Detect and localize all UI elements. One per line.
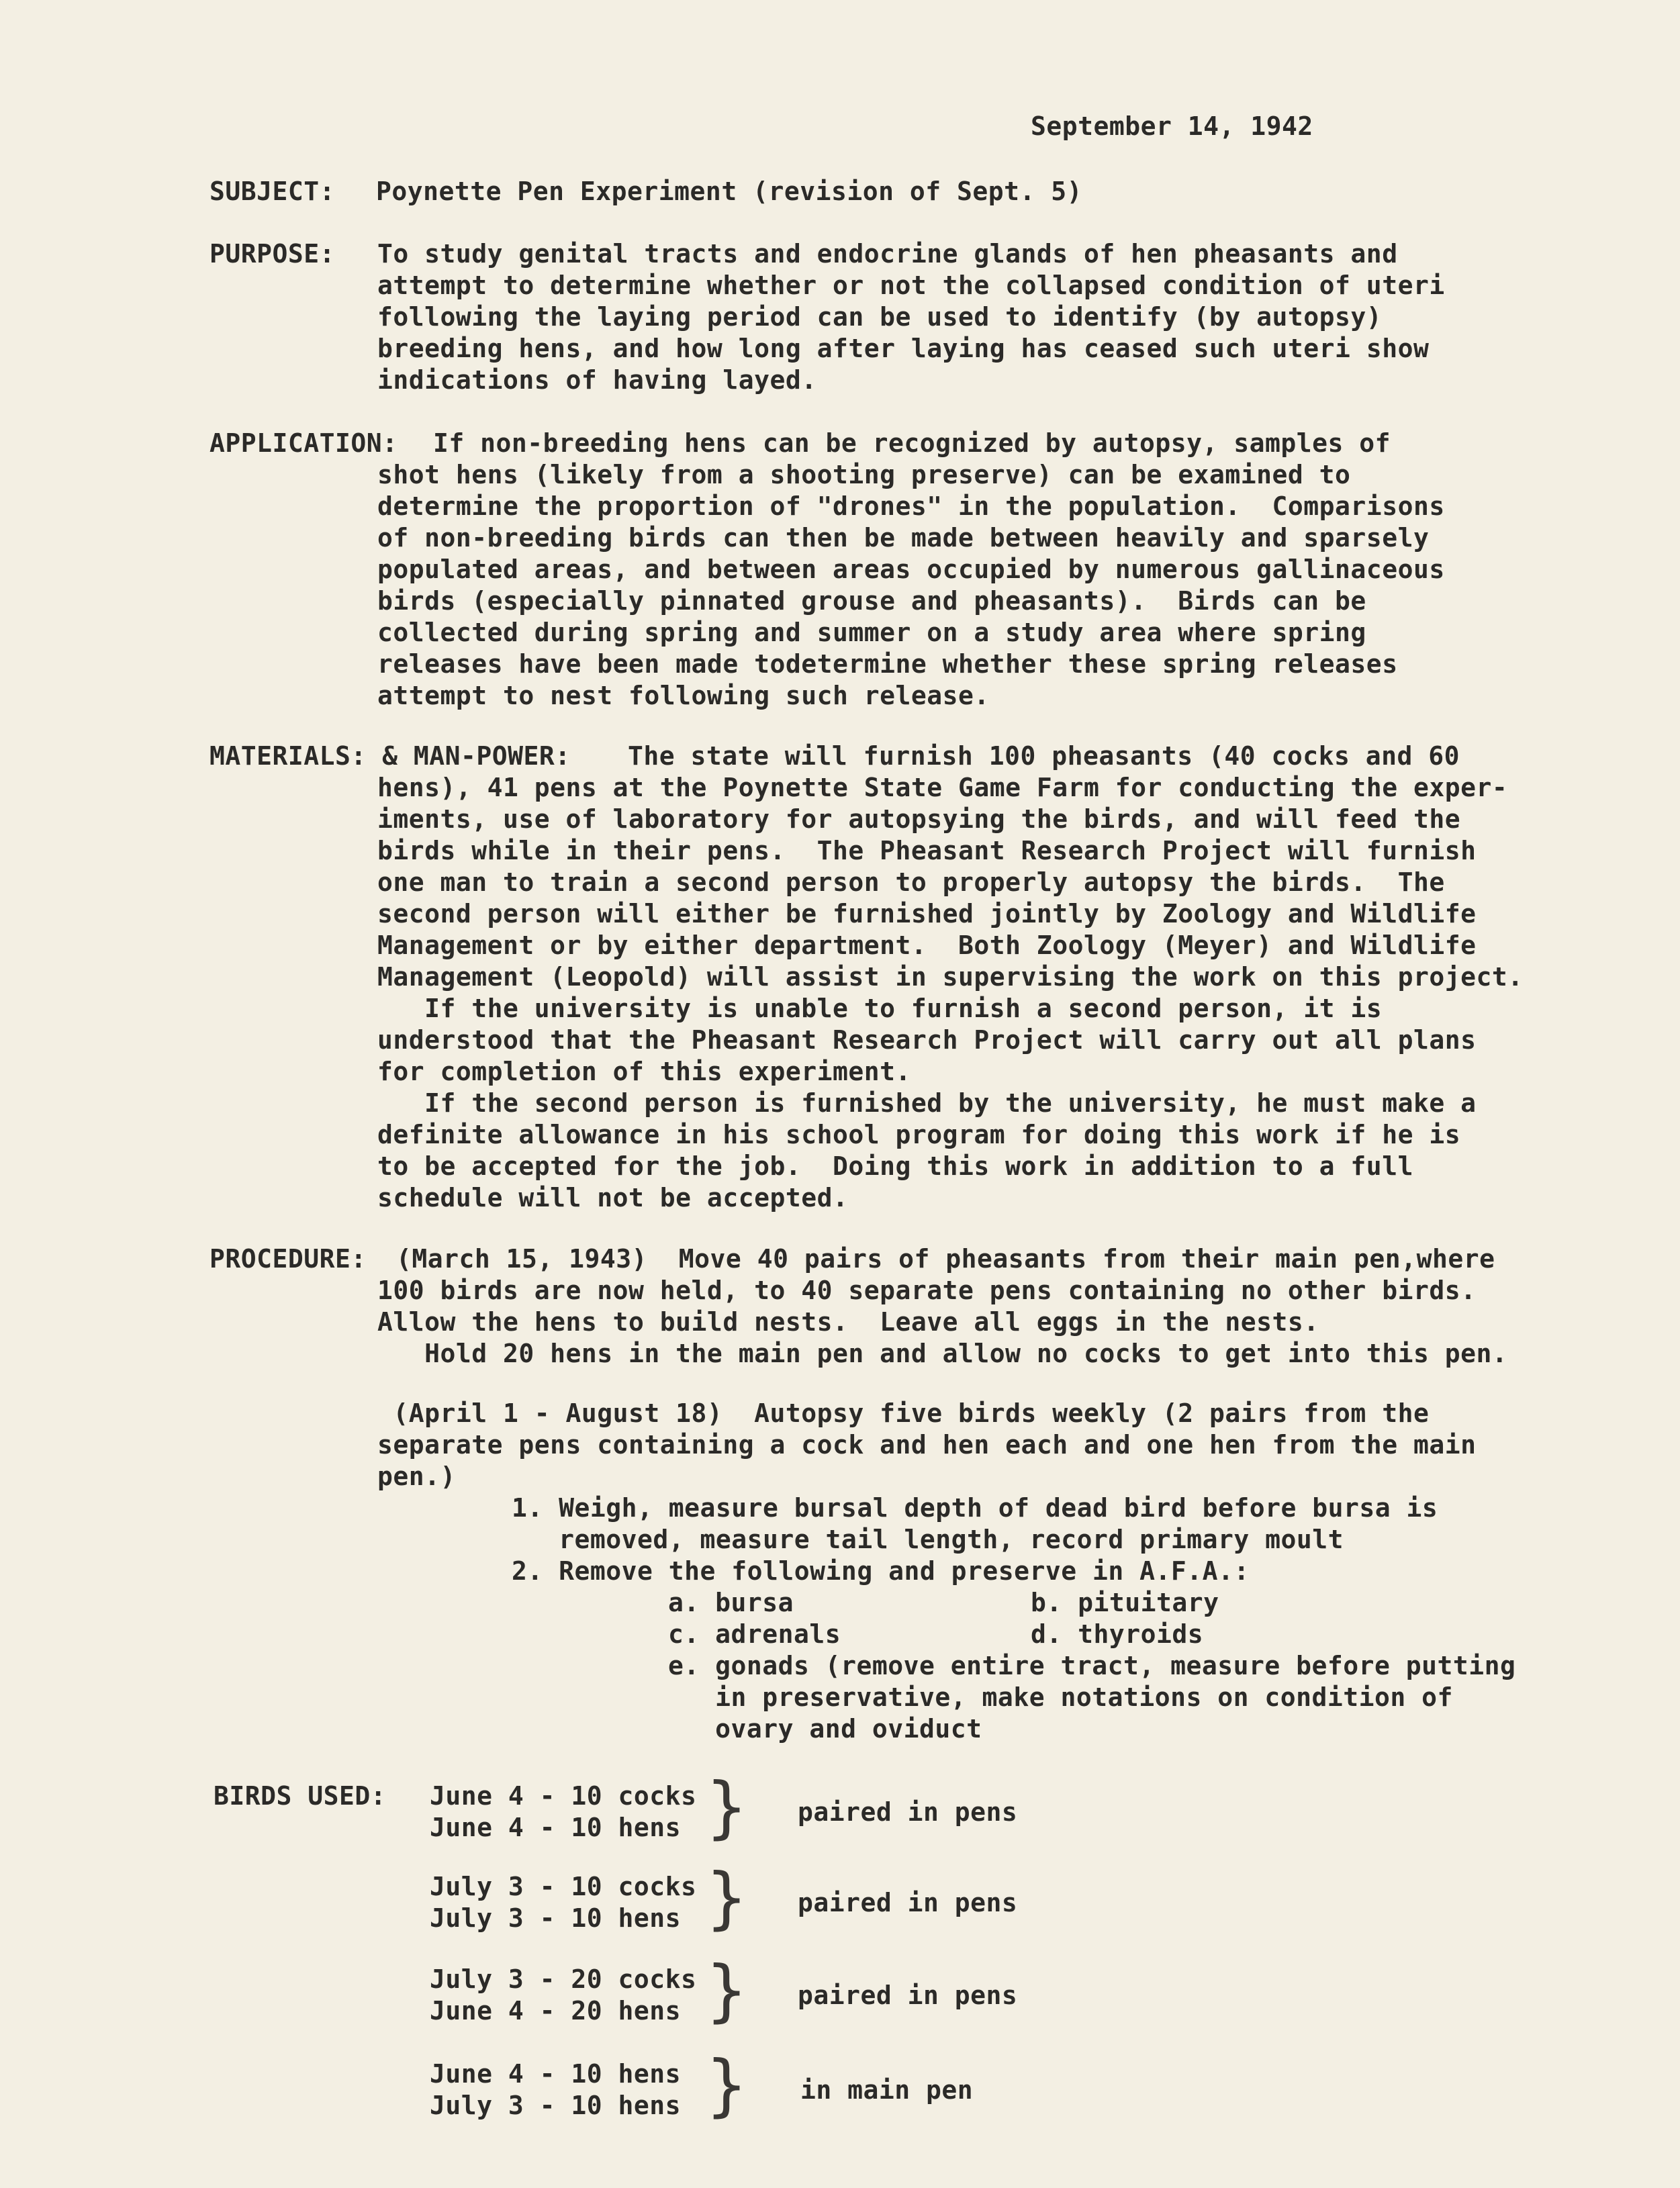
materials-label: MATERIALS: & MAN-POWER:: [209, 741, 571, 771]
application-line: releases have been made todetermine whether these spring releases: [377, 649, 1398, 679]
purpose-line: indications of having layed.: [377, 365, 817, 395]
sub-item-d: d. thyroids: [1031, 1619, 1204, 1649]
birds-group-line: June 4 - 10 cocks: [430, 1781, 697, 1811]
application-label: APPLICATION:: [209, 428, 398, 458]
procedure-para2-line: (April 1 - August 18) Autopsy five birds weekly (2 pairs from the: [377, 1398, 1430, 1428]
brace-mark: }: [706, 1858, 747, 1937]
brace-mark: }: [706, 2046, 747, 2124]
materials-line: second person will either be furnished jointly by Zoology and Wildlife: [377, 899, 1477, 929]
birds-group-line: July 3 - 10 hens: [430, 2091, 682, 2120]
materials-line: definite allowance in his school program for doing this work if he is: [377, 1120, 1461, 1149]
purpose-line: following the laying period can be used to identify (by autopsy): [377, 302, 1383, 332]
brace-mark: }: [706, 1951, 747, 2030]
application-line: populated areas, and between areas occupied by numerous gallinaceous: [377, 555, 1445, 584]
birds-group-line: June 4 - 10 hens: [430, 1813, 682, 1842]
subject-label: SUBJECT:: [209, 177, 336, 206]
birds-group-note: paired in pens: [798, 1797, 1018, 1827]
birds-group-note: paired in pens: [798, 1981, 1018, 2010]
materials-line: Management (Leopold) will assist in supervising the work on this project.: [377, 962, 1524, 992]
birds-group-line: June 4 - 10 hens: [430, 2059, 682, 2089]
birds-group-line: July 3 - 20 cocks: [430, 1964, 697, 1994]
application-line: If non-breeding hens can be recognized by autopsy, samples of: [433, 428, 1391, 458]
procedure-line: Allow the hens to build nests. Leave all eggs in the nests.: [377, 1307, 1319, 1337]
sub-item-e: e. gonads (remove entire tract, measure before putting: [668, 1651, 1516, 1680]
birds-group-note: paired in pens: [798, 1888, 1018, 1917]
procedure-step: 2. Remove the following and preserve in A.F.A.:: [512, 1556, 1250, 1586]
application-line: birds (especially pinnated grouse and pheasants). Birds can be: [377, 586, 1366, 616]
sub-item-b: b. pituitary: [1031, 1588, 1219, 1617]
materials-line: hens), 41 pens at the Poynette State Game Farm for conducting the exper-: [377, 773, 1508, 802]
sub-item-a: a. bursa: [668, 1588, 794, 1617]
purpose-line: breeding hens, and how long after laying has ceased such uteri show: [377, 334, 1430, 363]
application-line: shot hens (likely from a shooting preserve) can be examined to: [377, 460, 1351, 489]
materials-line: The state will furnish 100 pheasants (40 cocks and 60: [628, 741, 1460, 771]
materials-line: schedule will not be accepted.: [377, 1183, 849, 1212]
purpose-label: PURPOSE:: [209, 239, 336, 269]
date: September 14, 1942: [1031, 111, 1313, 141]
materials-line: Management or by either department. Both Zoology (Meyer) and Wildlife: [377, 931, 1477, 960]
purpose-line: To study genital tracts and endocrine glands of hen pheasants and: [377, 239, 1398, 269]
procedure-para2-line: pen.): [377, 1462, 456, 1491]
materials-line: one man to train a second person to properly autopsy the birds. The: [377, 867, 1445, 897]
procedure-step: removed, measure tail length, record primary moult: [512, 1525, 1344, 1554]
brace-mark: }: [706, 1768, 747, 1846]
materials-line: to be accepted for the job. Doing this work in addition to a full: [377, 1151, 1413, 1181]
materials-line: birds while in their pens. The Pheasant Research Project will furnish: [377, 836, 1477, 865]
subject-text: Poynette Pen Experiment (revision of Sept. 5): [376, 177, 1083, 206]
application-line: of non-breeding birds can then be made between heavily and sparsely: [377, 523, 1430, 553]
procedure-line: 100 birds are now held, to 40 separate pens containing no other birds.: [377, 1276, 1477, 1305]
sub-item-e: ovary and oviduct: [668, 1714, 982, 1744]
birds-group-line: July 3 - 10 hens: [430, 1903, 682, 1933]
birds-group-note: in main pen: [800, 2075, 974, 2105]
materials-line: iments, use of laboratory for autopsying the birds, and will feed the: [377, 804, 1461, 834]
materials-line: If the second person is furnished by the university, he must make a: [377, 1088, 1477, 1118]
purpose-line: attempt to determine whether or not the collapsed condition of uteri: [377, 271, 1445, 300]
materials-line: If the university is unable to furnish a second person, it is: [377, 994, 1383, 1023]
birds-group-line: June 4 - 20 hens: [430, 1996, 682, 2026]
birds-used-label: BIRDS USED:: [214, 1781, 387, 1811]
materials-line: understood that the Pheasant Research Project will carry out all plans: [377, 1025, 1477, 1055]
materials-line: for completion of this experiment.: [377, 1057, 911, 1086]
sub-item-e: in preservative, make notations on condition of: [668, 1682, 1453, 1712]
procedure-line: (March 15, 1943) Move 40 pairs of pheasants from their main pen,where: [396, 1244, 1495, 1274]
application-line: collected during spring and summer on a study area where spring: [377, 618, 1366, 647]
application-line: attempt to nest following such release.: [377, 681, 990, 710]
procedure-para2-line: separate pens containing a cock and hen each and one hen from the main: [377, 1430, 1477, 1460]
procedure-label: PROCEDURE:: [209, 1244, 367, 1274]
procedure-step: 1. Weigh, measure bursal depth of dead bird before bursa is: [512, 1493, 1438, 1523]
procedure-line: Hold 20 hens in the main pen and allow no cocks to get into this pen.: [377, 1339, 1508, 1368]
application-line: determine the proportion of "drones" in the population. Comparisons: [377, 491, 1445, 521]
sub-item-c: c. adrenals: [668, 1619, 841, 1649]
birds-group-line: July 3 - 10 cocks: [430, 1872, 697, 1901]
